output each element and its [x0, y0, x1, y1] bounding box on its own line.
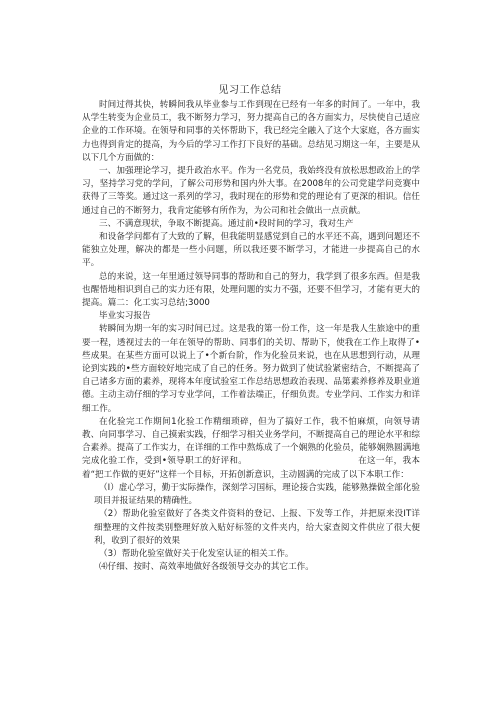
paragraph-intro: 时间过得其快，转瞬间我从毕业参与工作到现在已经有一年多的时间了。一年中，我从学生转变为企业员工，我不断努力学习，努力提高自己的各方面实力，尽快使自己适应企业的工作环境。在领导和同事的关怀帮助下，我已经完全融入了这个大家庭，各方面实力也得到肯定的提高，为今后的学习工作打下良好的基础。总结见习期这一年，主要是从以下几个方面做的： — [82, 100, 420, 163]
document-body — [82, 99, 420, 574]
document-title: 见习工作总结 — [218, 85, 282, 96]
report-heading: 毕业实习报告 — [99, 311, 151, 322]
list-item: （3）帮助化验室做好关于化发室认证的相关工作。 — [99, 548, 294, 559]
list-item: （2）帮助化验室做好了各类文件资料的登记、上报、下发等工作，并把原来没IT详细整理的文件按类别整理好放入贴好标签的文件夹内，给大家查阅文件供应了很大便利，收到了很好的效果 — [94, 509, 420, 546]
paragraph-section-three-body: 和设备学问都有了大致的了解，但我能明显感觉到自己的水平还不高，遇到问题还不能独立处理，解决的都是一些小问题，所以我还要不断学习，才能进一步提高自己的水平。 — [82, 232, 420, 269]
list-item: ⑷仔细、按时、高效率地做好各级领导交办的其它工作。 — [99, 562, 314, 573]
paragraph-report-intro: 转瞬间为期一年的实习时间已过。这是我的第一份工作，这一年是我人生旅途中的重要一程，透视过去的一年在领导的帮助、同事们的关切、帮助下，使我在工作上取得了•些成果。在某些方面可以说上了•个新台阶，作为化验员来说，也在从思想到行动，从理论到实践的•些方面较好地完成了自己的任务。努力做到了使试验紧密结合，不断提高了自己诸多方面的素养，现将本年度试验室工作总结思想政治表现、品第素养修养及职业道德。主动主动仔细的学习专业学问，工作着法端正，仔细负责。专业学问、工作实力和详细工作。 — [82, 324, 420, 414]
paragraph-section-three-heading: 三、不满意现状，争取不断提高。通过前•段时间的学习，我对生产 — [99, 218, 354, 229]
paragraph-report-work: 在化验完工作期间1化验工作精细琐碎，但为了搞好工作，我不怕麻烦，向领导请教、向同事学习、自己摸索实践，仔细学习相关业务学问，不断提高自己的理论水平和综合素养。提高了工作实力，在详细的工作中熬炼成了一个娴熟的化验员，能够娴熟圆满地完成化验工作，受到•领导职工的好评和。 在这一年，我本着“把工作做的更好”这样一个目标，开拓创新意识，主动圆满的完成了以下本职工作： — [82, 416, 420, 480]
paragraph-summary: 总的来说，这一年里通过领导同事的帮助和自己的努力，我学到了很多东西。但是我也醒悟地相识到自己的实力还有限，处理问题的实力不强，还要不但学习，才能有更大的提高。篇二：化工实习总结;3000 — [82, 271, 420, 309]
paragraph-section-one: 一、加强理论学习，提升政治水平。作为一名党员，我始终没有放松思想政治上的学习，坚持学习党的学问，了解公司形势和国内外大事。在2008年的公司党建学问竞赛中获得了三等奖。通过这一系列的学习，我时现在的形势和党的理论有了更深的相识。信任通过自己的不断努力，我肯定能够有所作为，为公司和社会做出一点贡献。 — [82, 166, 420, 216]
list-item: （I）虚心学习，勤于实际操作，深刻学习国标，理论接合实践，能够熟操做全部化验项目并报证结果的精确性。 — [94, 482, 420, 507]
